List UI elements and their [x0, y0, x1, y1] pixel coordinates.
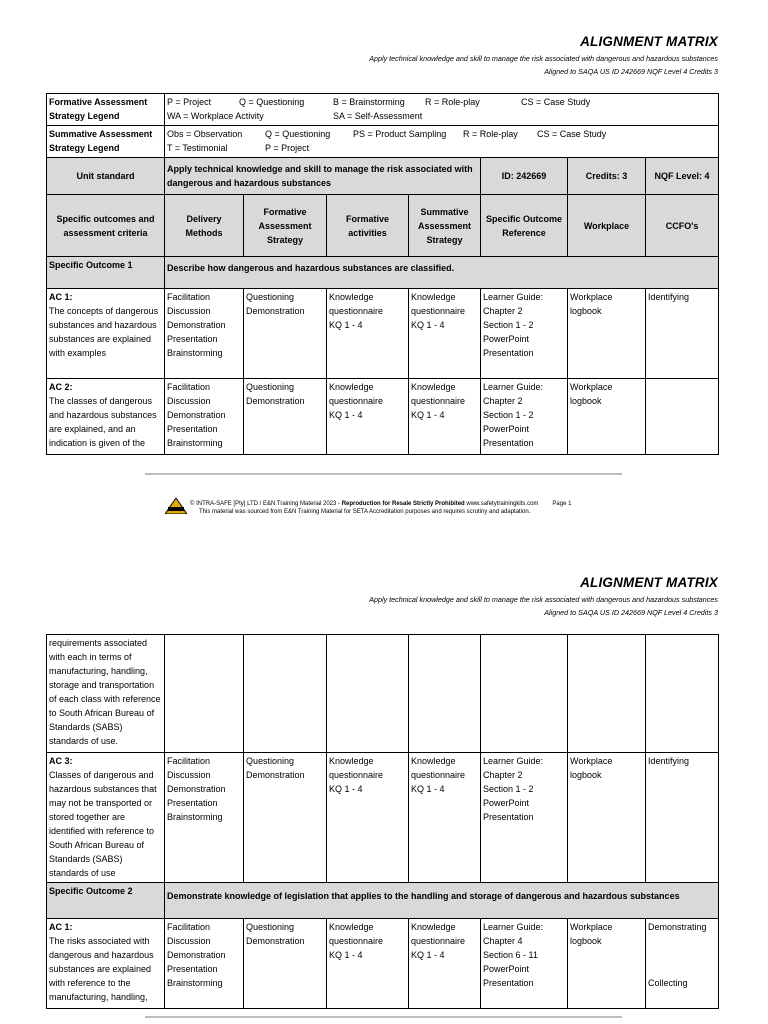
- formative-strategy-cell: [244, 379, 327, 455]
- cell-line: Demonstration: [167, 410, 226, 420]
- table-row: [47, 753, 719, 883]
- col-header: Specific outcomes and assessment criteria: [47, 195, 165, 257]
- doc-subtitle: Apply technical knowledge and skill to manage the risk associated with dangerous and hazardous substances: [369, 54, 718, 63]
- cell-line: Workplace: [570, 292, 613, 302]
- summative-cell: [409, 379, 481, 455]
- cell-line: Chapter 2: [483, 770, 523, 780]
- doc-aligned: Aligned to SAQA US ID 242669 NQF Level 4 Credits 3: [544, 67, 718, 76]
- reference-cell: [481, 289, 568, 379]
- legend-item: CS = Case Study: [537, 129, 607, 139]
- column-header-row: [47, 195, 719, 257]
- cell-line: Brainstorming: [167, 812, 223, 822]
- col-header: Summative Assessment Strategy: [409, 195, 481, 257]
- criteria-cell: [47, 289, 165, 379]
- cell-line: logbook: [570, 936, 602, 946]
- delivery-cell: [165, 635, 244, 753]
- formative-strategy-cell: [244, 919, 327, 1009]
- table-row: [47, 635, 719, 753]
- cell-line: Presentation: [483, 812, 534, 822]
- criteria-cell: [47, 379, 165, 455]
- unit-standard-label: Unit standard: [47, 158, 165, 195]
- legend-item: R = Role-play: [463, 129, 518, 139]
- reference-cell: [481, 753, 568, 883]
- reference-cell: [481, 379, 568, 455]
- footer-line-1: [190, 500, 571, 508]
- ac-text: The classes of dangerous and hazardous substances are explained, and an indication is given of the: [49, 396, 157, 448]
- legend-item: R = Role-play: [425, 97, 480, 107]
- col-header: Formative activities: [327, 195, 409, 257]
- cell-line: Discussion: [167, 396, 211, 406]
- alignment-table-p1: [46, 93, 719, 455]
- cell-line: Learner Guide:: [483, 756, 544, 766]
- unit-id: ID: 242669: [481, 158, 568, 195]
- col-header: Specific Outcome Reference: [481, 195, 568, 257]
- table-row: [47, 289, 719, 379]
- cell-line: Facilitation: [167, 756, 211, 766]
- specific-outcome-text: Demonstrate knowledge of legislation that applies to the handling and storage of dangerous and hazardous substances: [165, 883, 719, 919]
- cell-line: questionnaire: [411, 936, 466, 946]
- criteria-cell: [47, 919, 165, 1009]
- summative-cell: [409, 753, 481, 883]
- cell-line: KQ 1 - 4: [411, 950, 445, 960]
- formative-activities-cell: [327, 635, 409, 753]
- cell-line: Knowledge: [329, 292, 374, 302]
- workplace-cell: [568, 753, 646, 883]
- legend-item: Q = Questioning: [239, 97, 305, 107]
- cell-line: Knowledge: [329, 382, 374, 392]
- workplace-cell: [568, 289, 646, 379]
- cell-line: KQ 1 - 4: [411, 784, 445, 794]
- legend-item: CS = Case Study: [521, 97, 591, 107]
- legend-item: P = Project: [167, 97, 212, 107]
- cell-line: KQ 1 - 4: [411, 410, 445, 420]
- cell-line: logbook: [570, 396, 602, 406]
- summative-legend-row: [47, 126, 719, 158]
- legend-item: Obs = Observation: [167, 129, 243, 139]
- cell-line: Section 1 - 2: [483, 784, 534, 794]
- cell-line: Learner Guide:: [483, 292, 544, 302]
- ac-title: AC 3:: [49, 756, 73, 766]
- cell-line: Facilitation: [167, 922, 211, 932]
- footer-copyright: © INTRA-SAFE [Pty] LTD / E&N Training Material 2023 -: [190, 501, 342, 507]
- cell-line: Questioning: [246, 756, 295, 766]
- summative-legend: [165, 126, 719, 158]
- cell-line: Facilitation: [167, 292, 211, 302]
- table-row: [47, 379, 719, 455]
- cell-line: Demonstration: [167, 950, 226, 960]
- specific-outcome-label: Specific Outcome 1: [47, 257, 165, 289]
- reference-cell: [481, 635, 568, 753]
- legend-item: PS = Product Sampling: [353, 129, 447, 139]
- cell-line: Facilitation: [167, 382, 211, 392]
- criteria-cell: [47, 753, 165, 883]
- cell-line: Discussion: [167, 306, 211, 316]
- workplace-cell: [568, 919, 646, 1009]
- footer-bold: Reproduction for Resale Strictly Prohibited: [341, 501, 465, 507]
- cell-line: Workplace: [570, 922, 613, 932]
- cell-line: Demonstration: [246, 396, 305, 406]
- summative-cell: [409, 919, 481, 1009]
- formative-legend: [165, 94, 719, 126]
- cell-line: Demonstration: [246, 306, 305, 316]
- cell-line: Collecting: [648, 978, 688, 988]
- cell-line: Presentation: [167, 964, 218, 974]
- cell-line: questionnaire: [411, 770, 466, 780]
- doc-subtitle: Apply technical knowledge and skill to manage the risk associated with dangerous and hazardous substances: [369, 595, 718, 604]
- cell-line: KQ 1 - 4: [329, 320, 363, 330]
- legend-item: Q = Questioning: [265, 129, 331, 139]
- formative-activities-cell: [327, 289, 409, 379]
- doc-title: ALIGNMENT MATRIX: [580, 34, 718, 49]
- specific-outcome-label: Specific Outcome 2: [47, 883, 165, 919]
- footer-divider: [145, 473, 622, 475]
- footer-divider: [145, 1016, 622, 1018]
- cell-line: questionnaire: [329, 396, 384, 406]
- unit-standard-title: Apply technical knowledge and skill to manage the risk associated with dangerous and hazardous substances: [165, 158, 481, 195]
- summative-cell: [409, 635, 481, 753]
- formative-activities-cell: [327, 379, 409, 455]
- reference-cell: [481, 919, 568, 1009]
- cell-line: PowerPoint: [483, 798, 530, 808]
- col-header: CCFO's: [646, 195, 719, 257]
- cell-line: PowerPoint: [483, 964, 530, 974]
- cell-line: logbook: [570, 770, 602, 780]
- page-2: [0, 540, 768, 1024]
- cell-line: KQ 1 - 4: [329, 410, 363, 420]
- workplace-cell: [568, 635, 646, 753]
- legend-item: P = Project: [265, 143, 310, 153]
- formative-strategy-cell: [244, 289, 327, 379]
- cell-line: logbook: [570, 306, 602, 316]
- specific-outcome-2-row: [47, 883, 719, 919]
- ccfo-cell: [646, 379, 719, 455]
- cell-line: KQ 1 - 4: [329, 950, 363, 960]
- cell-line: Questioning: [246, 382, 295, 392]
- cell-line: Chapter 2: [483, 396, 523, 406]
- formative-strategy-cell: [244, 635, 327, 753]
- doc-title: ALIGNMENT MATRIX: [580, 575, 718, 590]
- cell-line: Demonstrating: [648, 922, 707, 932]
- cell-line: Knowledge: [411, 922, 456, 932]
- cell-line: Learner Guide:: [483, 382, 544, 392]
- workplace-cell: [568, 379, 646, 455]
- cell-line: Knowledge: [411, 292, 456, 302]
- ccfo-cell: Identifying: [646, 753, 719, 883]
- ccfo-cell: [646, 635, 719, 753]
- cell-line: Presentation: [167, 424, 218, 434]
- footer-line-2: This material was sourced from E&N Training Material for SETA Accreditation purposes and requires scrutiny and adaptation.: [199, 509, 531, 515]
- legend-item: T = Testimonial: [167, 143, 228, 153]
- cell-line: Presentation: [167, 798, 218, 808]
- table-row: [47, 919, 719, 1009]
- unit-nqf: NQF Level: 4: [646, 158, 719, 195]
- cell-line: Presentation: [483, 978, 534, 988]
- cell-line: questionnaire: [411, 306, 466, 316]
- cell-line: Knowledge: [411, 756, 456, 766]
- cell-line: Knowledge: [329, 756, 374, 766]
- summative-legend-label: Summative Assessment Strategy Legend: [47, 126, 165, 158]
- cell-line: Knowledge: [411, 382, 456, 392]
- cell-line: Brainstorming: [167, 348, 223, 358]
- criteria-cell: requirements associated with each in terms of manufacturing, handling, storage and transportation of each class with reference to South African Bureau of Standards (SABS) standards of use.: [47, 635, 165, 753]
- legend-item: B = Brainstorming: [333, 97, 405, 107]
- alignment-table-p2: [46, 634, 719, 1009]
- legend-item: WA = Workplace Activity: [167, 111, 264, 121]
- unit-standard-row: [47, 158, 719, 195]
- cell-line: Discussion: [167, 770, 211, 780]
- cell-line: Demonstration: [246, 770, 305, 780]
- intra-safe-logo: [165, 498, 187, 514]
- delivery-cell: [165, 919, 244, 1009]
- cell-line: questionnaire: [329, 936, 384, 946]
- cell-line: Section 1 - 2: [483, 410, 534, 420]
- cell-line: Presentation: [483, 438, 534, 448]
- ccfo-cell: [646, 919, 719, 1009]
- doc-aligned: Aligned to SAQA US ID 242669 NQF Level 4 Credits 3: [544, 608, 718, 617]
- cell-line: questionnaire: [411, 396, 466, 406]
- cell-line: Knowledge: [329, 922, 374, 932]
- footer-page: Page 1: [552, 501, 572, 507]
- ac-text: Classes of dangerous and hazardous substances that may not be transported or stored together are identified with reference to South African Bureau of Standards (SABS) standards of use: [49, 770, 157, 878]
- cell-line: Questioning: [246, 922, 295, 932]
- cell-line: Workplace: [570, 756, 613, 766]
- cell-line: Questioning: [246, 292, 295, 302]
- cell-line: KQ 1 - 4: [411, 320, 445, 330]
- summative-cell: [409, 289, 481, 379]
- cell-line: Presentation: [483, 348, 534, 358]
- ccfo-cell: Identifying: [646, 289, 719, 379]
- cell-line: PowerPoint: [483, 424, 530, 434]
- ac-title: AC 1:: [49, 922, 73, 932]
- cell-line: Chapter 2: [483, 306, 523, 316]
- cell-line: questionnaire: [329, 770, 384, 780]
- cell-line: Learner Guide:: [483, 922, 544, 932]
- ac-title: AC 2:: [49, 382, 73, 392]
- cell-line: Section 6 - 11: [483, 950, 538, 960]
- footer-site: www.safetytrainingkits.com: [464, 501, 539, 507]
- delivery-cell: [165, 753, 244, 883]
- formative-legend-label: Formative Assessment Strategy Legend: [47, 94, 165, 126]
- delivery-cell: [165, 379, 244, 455]
- cell-line: Chapter 4: [483, 936, 523, 946]
- cell-line: Workplace: [570, 382, 613, 392]
- col-header: Workplace: [568, 195, 646, 257]
- ac-text: The risks associated with dangerous and hazardous substances are explained with reference to the manufacturing, handling,: [49, 936, 154, 1002]
- cell-line: Presentation: [167, 334, 218, 344]
- specific-outcome-text: Describe how dangerous and hazardous substances are classified.: [165, 257, 719, 289]
- cell-line: Brainstorming: [167, 978, 223, 988]
- legend-item: SA = Self-Assessment: [333, 111, 423, 121]
- formative-activities-cell: [327, 919, 409, 1009]
- cell-line: Section 1 - 2: [483, 320, 534, 330]
- ac-title: AC 1:: [49, 292, 73, 302]
- cell-line: KQ 1 - 4: [329, 784, 363, 794]
- col-header: Delivery Methods: [165, 195, 244, 257]
- unit-credits: Credits: 3: [568, 158, 646, 195]
- formative-activities-cell: [327, 753, 409, 883]
- formative-strategy-cell: [244, 753, 327, 883]
- col-header: Formative Assessment Strategy: [244, 195, 327, 257]
- cell-line: questionnaire: [329, 306, 384, 316]
- cell-line: Discussion: [167, 936, 211, 946]
- formative-legend-row: [47, 94, 719, 126]
- cell-line: Demonstration: [167, 784, 226, 794]
- ac-text: The concepts of dangerous substances and hazardous substances are explained with examples: [49, 306, 159, 358]
- delivery-cell: [165, 289, 244, 379]
- cell-line: Demonstration: [167, 320, 226, 330]
- cell-line: Demonstration: [246, 936, 305, 946]
- specific-outcome-1-row: [47, 257, 719, 289]
- cell-line: PowerPoint: [483, 334, 530, 344]
- cell-line: Brainstorming: [167, 438, 223, 448]
